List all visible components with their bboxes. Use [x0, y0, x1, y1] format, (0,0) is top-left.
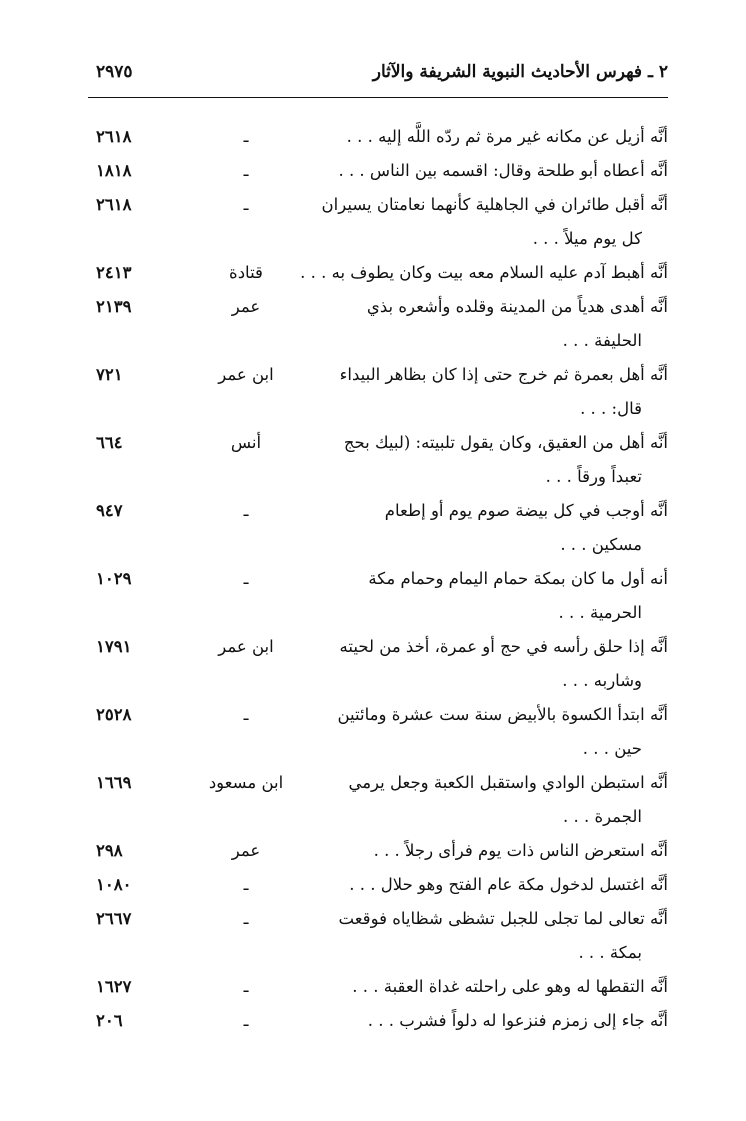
entry-text-line: أنَّه جاء إلى زمزم فنزعوا له دلواً فشرب . . .: [367, 1011, 668, 1030]
entry-narrator: ابن عمر: [218, 365, 274, 384]
index-entry: [88, 766, 668, 834]
entry-text-continuation: الحليفة . . .: [562, 331, 642, 350]
entry-text: [330, 630, 668, 698]
index-entry: [88, 426, 668, 494]
entry-page-number: ١٠٢٩: [96, 569, 132, 588]
entry-page-number: ٢٤١٣: [96, 263, 132, 282]
index-entry: [88, 494, 668, 562]
index-entry: [88, 630, 668, 698]
index-entry: [88, 188, 668, 256]
entry-narrator: ـ: [243, 161, 249, 180]
entry-page-number: ٢٥٢٨: [96, 705, 132, 724]
entry-narrator: ـ: [243, 875, 249, 894]
entry-narrator: أنس: [230, 433, 262, 452]
entry-narrator: ـ: [243, 909, 249, 928]
entry-text: [330, 698, 668, 766]
entry-narrator: قتادة: [229, 263, 263, 282]
index-entry: [88, 154, 668, 188]
entry-text: [330, 494, 668, 562]
entry-page-number: ١٠٨٠: [96, 875, 132, 894]
entry-text: [330, 358, 668, 426]
entry-text: [330, 562, 668, 630]
entry-text-line: أنَّه أقبل طائران في الجاهلية كأنهما نعامتان يسيران: [321, 195, 668, 214]
entry-text: [321, 188, 668, 256]
entry-page-number: ٦٦٤: [96, 433, 123, 452]
entry-text: [330, 120, 668, 154]
entry-page-number: ٢٩٨: [96, 841, 123, 860]
entry-text-continuation: كل يوم ميلاً . . .: [532, 229, 642, 248]
entry-text-continuation: الحرمية . . .: [558, 603, 642, 622]
entry-text-line: أنَّه أهدى هدياً من المدينة وقلده وأشعره بذي: [366, 297, 668, 316]
index-entry: [88, 970, 668, 1004]
index-entry: [88, 698, 668, 766]
entry-text-continuation: وشاربه . . .: [562, 671, 642, 690]
entry-text-line: أنَّه أوجب في كل بيضة صوم يوم أو إطعام: [384, 501, 668, 520]
entry-narrator: ـ: [243, 501, 249, 520]
header-rule: [88, 97, 668, 98]
entry-page-number: ٢٦١٨: [96, 127, 132, 146]
entry-text: [330, 834, 668, 868]
entry-page-number: ٢١٣٩: [96, 297, 132, 316]
entry-text-line: أنَّه استبطن الوادي واستقبل الكعبة وجعل يرمي: [348, 773, 668, 792]
entry-page-number: ٢٦٦٧: [96, 909, 132, 928]
index-entry: [88, 358, 668, 426]
entry-text: [330, 868, 668, 902]
entry-text-line: أنَّه أهل بعمرة ثم خرج حتى إذا كان بظاهر البيداء: [339, 365, 668, 384]
entry-narrator: ابن عمر: [218, 637, 274, 656]
entry-narrator: ـ: [243, 705, 249, 724]
entry-text-line: أنَّه استعرض الناس ذات يوم فرأى رجلاً . . .: [373, 841, 668, 860]
entry-text-line: أنَّه إذا حلق رأسه في حج أو عمرة، أخذ من لحيته: [339, 637, 668, 656]
entry-text-continuation: مسكين . . .: [560, 535, 642, 554]
entry-page-number: ٧٢١: [96, 365, 123, 384]
entry-text: [330, 1004, 668, 1038]
entry-text: [300, 256, 668, 290]
entry-text-line: أنَّه أهل من العقيق، وكان يقول تلبيته: (لبيك بحج: [343, 433, 668, 452]
entry-page-number: ١٨١٨: [96, 161, 132, 180]
index-entry: [88, 120, 668, 154]
entry-page-number: ١٧٩١: [96, 637, 132, 656]
hadith-index-list: [88, 120, 668, 1038]
entry-page-number: ٢٠٦: [96, 1011, 123, 1030]
entry-text: [330, 290, 668, 358]
entry-text-continuation: قال: . . .: [580, 399, 642, 418]
entry-page-number: ٩٤٧: [96, 501, 123, 520]
page-number: ٢٩٧٥: [96, 62, 133, 82]
index-entry: [88, 256, 668, 290]
index-entry: [88, 562, 668, 630]
entry-narrator: ـ: [243, 977, 249, 996]
entry-text: [330, 426, 668, 494]
entry-text: [330, 902, 668, 970]
header-title: ٢ ـ فهرس الأحاديث النبوية الشريفة والآثار: [372, 62, 668, 82]
entry-text: [330, 154, 668, 188]
entry-text-line: أنَّه أعطاه أبو طلحة وقال: اقسمه بين الناس . . .: [338, 161, 668, 180]
entry-text-line: أنَّه تعالى لما تجلى للجبل تشظى شظاياه فوقعت: [338, 909, 668, 928]
entry-text-continuation: الجمرة . . .: [562, 807, 642, 826]
entry-narrator: ابن مسعود: [208, 773, 284, 792]
entry-narrator: ـ: [243, 195, 249, 214]
entry-narrator: ـ: [243, 1011, 249, 1030]
running-header: [88, 58, 668, 92]
entry-text-continuation: تعبداً ورقاً . . .: [545, 467, 642, 486]
index-entry: [88, 902, 668, 970]
entry-text-continuation: بمكة . . .: [578, 943, 642, 962]
index-entry: [88, 1004, 668, 1038]
entry-text: [330, 970, 668, 1004]
index-entry: [88, 868, 668, 902]
entry-text-line: أنَّه اغتسل لدخول مكة عام الفتح وهو حلال . . .: [349, 875, 668, 894]
entry-text-continuation: حين . . .: [582, 739, 642, 758]
entry-narrator: ـ: [243, 127, 249, 146]
entry-narrator: عمر: [231, 841, 261, 860]
entry-text-line: أنَّه التقطها له وهو على راحلته غداة العقبة . . .: [352, 977, 668, 996]
entry-narrator: عمر: [231, 297, 261, 316]
entry-text-line: أنَّه ابتدأ الكسوة بالأبيض سنة ست عشرة ومائتين: [337, 705, 668, 724]
entry-text: [330, 766, 668, 834]
entry-text-line: أنَّه أزيل عن مكانه غير مرة ثم ردّه اللَّه إليه . . .: [346, 127, 668, 146]
entry-page-number: ١٦٦٩: [96, 773, 132, 792]
entry-narrator: ـ: [243, 569, 249, 588]
entry-text-line: أنه أول ما كان بمكة حمام اليمام وحمام مكة: [368, 569, 668, 588]
entry-page-number: ٢٦١٨: [96, 195, 132, 214]
entry-page-number: ١٦٢٧: [96, 977, 132, 996]
entry-text-line: أنَّه أهبط آدم عليه السلام معه بيت وكان يطوف به . . .: [300, 263, 668, 282]
index-entry: [88, 834, 668, 868]
index-entry: [88, 290, 668, 358]
